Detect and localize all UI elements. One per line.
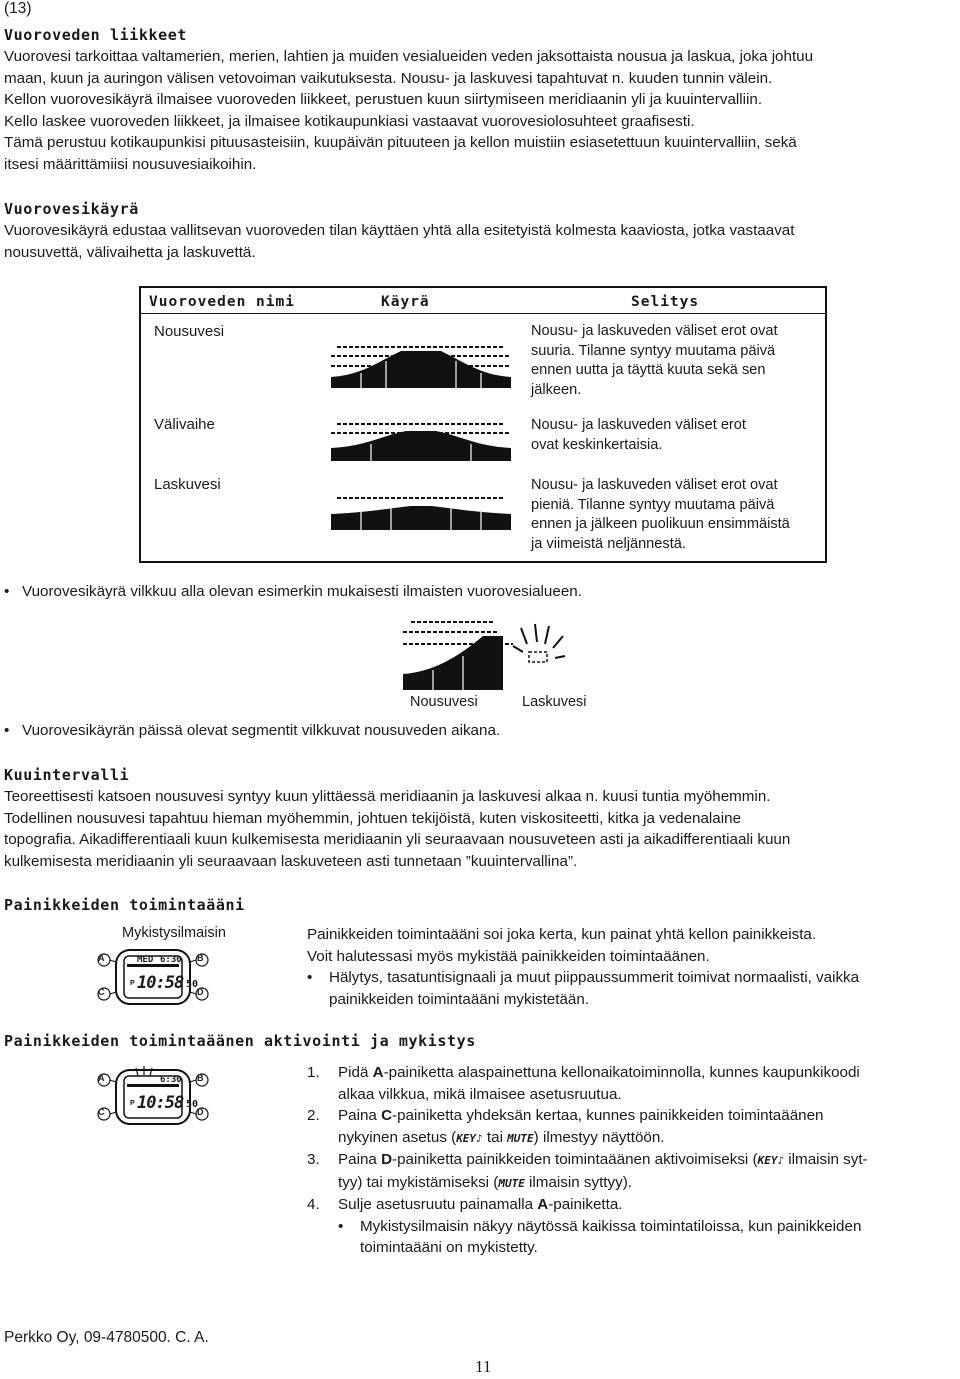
text-line: ovat keskinkertaisia.: [531, 436, 663, 453]
text-line: Nousu- ja laskuveden väliset erot: [531, 417, 746, 433]
heading-painikkeiden-toimintaaani: Painikkeiden toimintaääni: [4, 896, 245, 914]
tide-curve-mid: [331, 416, 511, 466]
text-line: maan, kuun ja auringon välisen vetovoiman vaikutuksesta. Nousu- ja laskuvesi tapahtuvat n. kuuden tunnin välein.: [4, 69, 773, 87]
watch-time: 10:58: [137, 973, 184, 993]
step-line: [338, 1105, 957, 1127]
text-run: tyy) tai mykistämiseksi (: [338, 1173, 499, 1191]
bullet-text: Mykistysilmaisin näkyy näytössä kaikissa toimintatiloissa, kun painikkeiden: [360, 1217, 862, 1235]
figure-label-laskuvesi: Laskuvesi: [522, 694, 587, 710]
heading-kuuintervalli: Kuuintervalli: [4, 766, 130, 784]
text-run: -painiketta yhdeksän kertaa, kunnes painikkeiden toimintaäänen: [392, 1107, 824, 1124]
text-line: suuria. Tilanne syntyy muutama päivä: [531, 342, 776, 359]
step-2: [307, 1105, 957, 1149]
page-number: 11: [475, 1357, 492, 1376]
section-number: (13): [4, 0, 32, 17]
text-line: jälkeen.: [531, 381, 582, 398]
paragraph-button-sound: [307, 924, 957, 1010]
watch-top-time: 6:30: [160, 1075, 182, 1085]
key-indicator: KEY♪: [456, 1131, 483, 1145]
text-line: Painikkeiden toimintaääni soi joka kerta, kun painat yhtä kellon painikkeista.: [307, 926, 817, 943]
row-name-valivaihe: Välivaihe: [154, 416, 215, 433]
text-line: [307, 967, 957, 989]
text-line: Nousu- ja laskuveden väliset erot ovat: [531, 323, 778, 339]
bullet-segment-info: [4, 722, 500, 739]
text-run: Paina: [338, 1107, 382, 1124]
steps-list: [307, 1062, 957, 1259]
step-4: [307, 1194, 957, 1216]
watch-top-time: 6:30: [160, 955, 182, 965]
tide-curve-high: [331, 333, 511, 393]
button-ref-d: D: [381, 1151, 393, 1168]
step-number: 4.: [307, 1196, 320, 1213]
bullet-blink-info: [4, 583, 582, 600]
text-line: ennen uutta ja täyttä kuuta sekä sen: [531, 362, 766, 379]
text-line: topografia. Aikadifferentiaali kuun kulkemisesta meridiaanin yli seuraavaan nousuveteen asti ja aikadifferentiaali kuun: [4, 831, 791, 848]
row-desc-laskuvesi: [531, 476, 821, 554]
text-line: Kello laskee vuoroveden liikkeet, ja ilmaisee kotikaupunkiasi vastaavat vuorovesiolosuhteet graafisesti.: [4, 112, 695, 130]
bullet-text: Hälytys, tasatuntisignaali ja muut piippaussummerit toimivat normaalisti, vaikka: [329, 969, 860, 986]
step-number: 2.: [307, 1107, 320, 1124]
step-1: [307, 1062, 957, 1105]
step-line: [338, 1062, 957, 1084]
row-name-nousuvesi: Nousuvesi: [154, 323, 225, 340]
watch-pm: P: [130, 980, 135, 987]
row-desc-nousuvesi: [531, 322, 821, 400]
step-line: [338, 1149, 957, 1172]
tide-table: [139, 286, 827, 563]
figure-label-nousuvesi: Nousuvesi: [410, 694, 478, 710]
text-line: Todellinen nousuvesi tapahtuu hieman myöhemmin, johtuen tekijöistä, kuten viskositeetti, kitka ja vedenalaine: [4, 809, 742, 827]
text-line: kulkemisesta meridiaanin yli seuraavaan laskuveteen asti tunnetaan ”kuuintervallina”.: [4, 852, 578, 870]
watch-seconds: 50: [186, 1099, 199, 1110]
text-run: nykyinen asetus (: [338, 1128, 457, 1146]
step-note: [307, 1216, 957, 1259]
text-line: itsesi määrittämiisi nousuvesiaikoihin.: [4, 155, 257, 173]
button-ref-a: A: [372, 1064, 384, 1081]
text-run: ) ilmestyy näyttöön.: [533, 1128, 665, 1146]
button-c-label: C: [98, 1107, 105, 1117]
mute-indicator: MUTE: [498, 1176, 525, 1190]
row-name-laskuvesi: Laskuvesi: [154, 476, 221, 493]
text-line: Teoreettisesti katsoen nousuvesi syntyy kuun ylittäessä meridiaanin ja laskuvesi alkaa n. kuusi tuntia myöhemmin.: [4, 788, 771, 805]
watch-top-text: MED: [137, 955, 154, 965]
heading-aktivointi-mykistys: Painikkeiden toimintaäänen aktivointi ja mykistys: [4, 1032, 476, 1050]
text-run: ilmaisin syttyy).: [524, 1173, 632, 1191]
text-line: Voit halutessasi myös mykistää painikkeiden toimintaäänen.: [307, 947, 710, 965]
text-line: Vuorovesi tarkoittaa valtamerien, merien, lahtien ja muiden vesialueiden veden jaksottaista nousua ja laskua, joka johtuu: [4, 48, 814, 65]
text-run: Sulje asetusruutu painamalla: [338, 1196, 538, 1213]
step-number: 3.: [307, 1151, 320, 1168]
table-header-rule: [141, 313, 825, 314]
table-header-curve: Käyrä: [381, 294, 430, 310]
row-desc-valivaihe: [531, 416, 821, 455]
text-line: pieniä. Tilanne syntyy muutama päivä: [531, 496, 775, 513]
bullet-dot: •: [307, 969, 313, 986]
step-line: [338, 1127, 957, 1150]
table-header-explanation: Selitys: [631, 294, 700, 310]
step-number: 1.: [307, 1064, 320, 1081]
step-line: toimintaääni on mykistetty.: [360, 1239, 538, 1256]
tide-curve-low: [331, 488, 511, 538]
text-run: -painiketta alaspainettuna kellonaikatoiminnolla, kunnes kaupunkikoodi: [383, 1064, 860, 1081]
bullet-text: Vuorovesikäyrän päissä olevat segmentit vilkkuvat nousuveden aikana.: [22, 722, 501, 739]
text-run: Paina: [338, 1151, 382, 1168]
mute-indicator: MUTE: [507, 1131, 534, 1145]
button-d-label: D: [197, 1107, 204, 1117]
text-line: painikkeiden toimintaääni mykistetään.: [329, 990, 590, 1008]
button-c-label: C: [98, 987, 105, 997]
watch-time: 10:58: [137, 1093, 184, 1113]
text-run: ilmaisin syt-: [784, 1151, 868, 1168]
button-b-label: B: [197, 1073, 204, 1083]
text-line: Kellon vuorovesikäyrä ilmaisee vuoroveden liikkeet, perustuen kuun siirtymiseen meridiaanin yli ja kuuintervalliin.: [4, 91, 763, 108]
text-run: -painiketta.: [548, 1196, 623, 1213]
step-line: [338, 1216, 957, 1238]
button-a-label: A: [98, 953, 105, 963]
key-indicator: KEY♪: [757, 1154, 785, 1167]
step-line: [338, 1194, 957, 1216]
text-run: Pidä: [338, 1064, 373, 1081]
text-line: Vuorovesikäyrä edustaa vallitsevan vuoroveden tilan käyttäen yhtä alla esitetyistä kolmesta kaaviosta, jotka vastaavat: [4, 222, 795, 239]
paragraph-intro: [4, 46, 954, 175]
button-d-label: D: [197, 987, 204, 997]
step-line: [338, 1172, 957, 1195]
text-line: Nousu- ja laskuveden väliset erot ovat: [531, 477, 778, 493]
step-line: [338, 1084, 957, 1106]
watch-pm: P: [130, 1100, 135, 1107]
step-3: [307, 1149, 957, 1194]
paragraph-kayra: [4, 220, 954, 263]
text-line: nousuvettä, välivaihetta ja laskuvettä.: [4, 243, 256, 261]
button-b-label: B: [197, 953, 204, 963]
bullet-text: Vuorovesikäyrä vilkkuu alla olevan esimerkin mukaisesti ilmaisten vuorovesialueen.: [22, 583, 582, 600]
table-header-name: Vuoroveden nimi: [149, 294, 295, 310]
tide-blink-figure: [403, 612, 573, 692]
text-line: ennen ja jälkeen puolikuun ensimmäistä: [531, 516, 790, 533]
button-ref-a: A: [537, 1196, 549, 1213]
text-line: ja viimeistä neljännestä.: [531, 535, 686, 552]
text-run: -painiketta painikkeiden toimintaäänen aktivoimiseksi (: [392, 1151, 758, 1168]
text-run: tai: [482, 1128, 508, 1146]
heading-vuoroveden-liikkeet: Vuoroveden liikkeet: [4, 26, 187, 44]
button-a-label: A: [98, 1073, 105, 1083]
bullet-dot: •: [4, 583, 10, 600]
button-ref-c: C: [381, 1107, 393, 1124]
bullet-dot: •: [338, 1217, 344, 1235]
watch-seconds: 50: [186, 979, 199, 990]
heading-vuorovesikayra: Vuorovesikäyrä: [4, 200, 139, 218]
text-line: Tämä perustuu kotikaupunkisi pituusasteisiin, kuupäivän pituuteen ja kellon muistiin esiasetettuun kuuintervalliin, sekä: [4, 134, 797, 151]
footer-company: Perkko Oy, 09-4780500. C. A.: [4, 1329, 209, 1346]
text-run: alkaa vilkkua, mikä ilmaisee asetusruutua.: [338, 1085, 622, 1103]
paragraph-kuuintervalli: [4, 786, 954, 872]
mute-indicator-label: Mykistysilmaisin: [122, 925, 226, 941]
bullet-dot: •: [4, 722, 10, 739]
